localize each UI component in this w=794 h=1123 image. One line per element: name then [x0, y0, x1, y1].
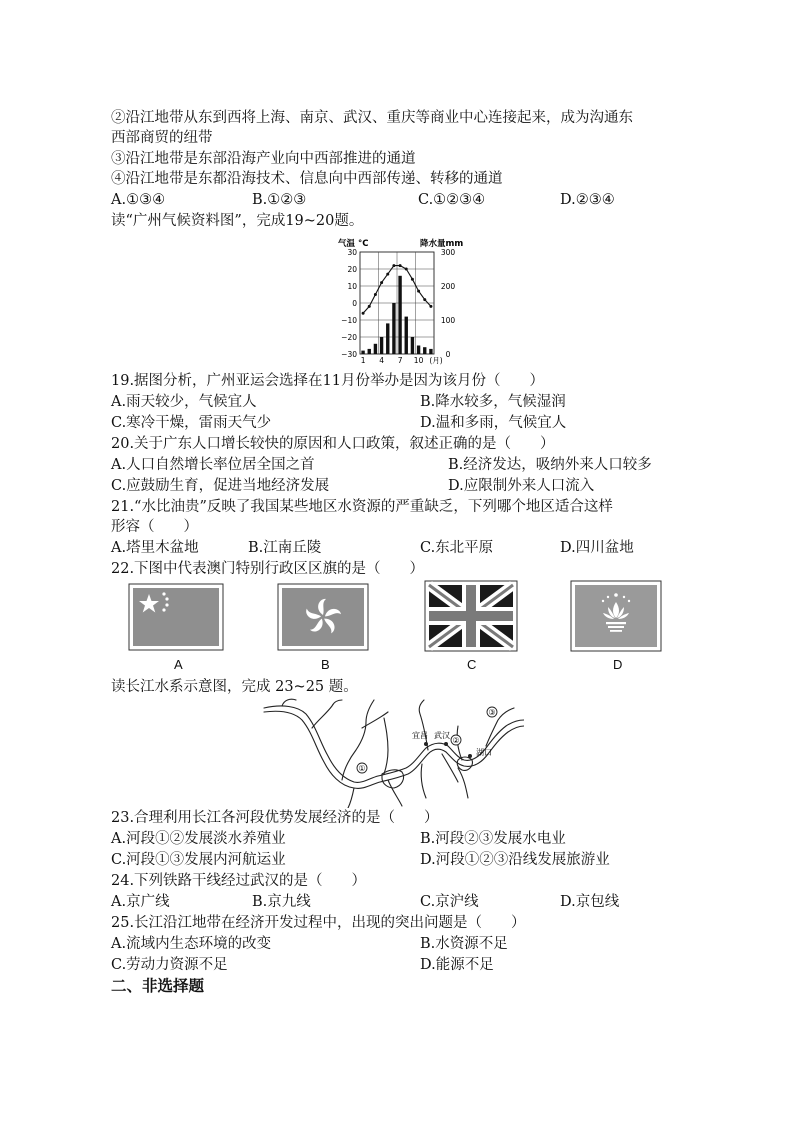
q21-option-b[interactable]: B.江南丘陵	[248, 540, 322, 556]
q25-option-d[interactable]: D.能源不足	[420, 957, 494, 973]
marker-2: ②	[452, 736, 460, 745]
precip-bar	[398, 276, 401, 354]
option-b[interactable]: B.①②③	[252, 192, 307, 208]
x-tick-label: 7	[397, 356, 403, 365]
x-tick-label: 1	[360, 356, 366, 365]
right-tick-label: 300	[440, 248, 456, 257]
q24-option-a[interactable]: A.京广线	[111, 894, 170, 910]
left-tick-label: −30	[341, 350, 357, 359]
precip-bar	[374, 344, 377, 354]
instruction-climate: 读“广州气候资料图”，完成19~20题。	[111, 213, 364, 229]
left-tick-label: −20	[341, 333, 357, 342]
q24-option-b[interactable]: B.京九线	[252, 894, 311, 910]
left-tick-label: 20	[347, 265, 357, 274]
precip-bar	[392, 303, 395, 354]
temperature-point	[411, 278, 414, 281]
precip-bar	[368, 349, 371, 354]
q19-option-b[interactable]: B.降水较多，气候湿润	[420, 394, 566, 410]
q20-option-b[interactable]: B.经济发达，吸纳外来人口较多	[448, 457, 652, 473]
left-tick-label: 0	[352, 299, 357, 308]
q25-option-c[interactable]: C.劳动力资源不足	[111, 957, 228, 973]
precip-bar	[405, 317, 408, 354]
q23-option-a[interactable]: A.河段①②发展淡水养殖业	[111, 831, 286, 847]
flag-macau-option-d[interactable]	[570, 580, 662, 652]
marker-1: ①	[358, 764, 366, 773]
temperature-point	[429, 305, 432, 308]
q24-option-c[interactable]: C.京沪线	[420, 894, 479, 910]
q21-option-c[interactable]: C.东北平原	[420, 540, 494, 556]
q20-option-a[interactable]: A.人口自然增长率位居全国之首	[111, 457, 315, 473]
city-yichang-label: 宜昌	[412, 731, 428, 740]
temperature-point	[374, 293, 377, 296]
precip-bar	[417, 346, 420, 355]
temperature-point	[368, 305, 371, 308]
left-tick-label: 30	[347, 248, 357, 257]
question-25: 25.长江沿江地带在经济开发过程中，出现的突出问题是（ ）	[111, 915, 526, 931]
flag-china-option-a[interactable]	[128, 583, 224, 651]
temperature-point	[399, 264, 402, 267]
flag-label-b: B	[321, 657, 330, 672]
q19-option-d[interactable]: D.温和多雨，气候宜人	[420, 415, 567, 431]
x-tick-label: (月)	[429, 356, 443, 365]
temperature-point	[380, 281, 383, 284]
question-23: 23.合理利用长江各河段优势发展经济的是（ ）	[111, 810, 439, 826]
right-tick-label: 100	[440, 316, 456, 325]
temperature-point	[392, 264, 395, 267]
q23-option-c[interactable]: C.河段①③发展内河航运业	[111, 852, 286, 868]
marker-3: ③	[488, 708, 496, 717]
flag-label-c: C	[467, 657, 477, 672]
precip-bar	[361, 351, 364, 354]
right-tick-label: 200	[440, 282, 456, 291]
precip-bar	[386, 323, 389, 354]
q24-option-d[interactable]: D.京包线	[560, 894, 620, 910]
text-line: 西部商贸的纽带	[111, 130, 213, 146]
q21-option-d[interactable]: D.四川盆地	[560, 540, 634, 556]
text-line: ②沿江地带从东到西将上海、南京、武汉、重庆等商业中心连接起来，成为沟通东	[111, 110, 633, 126]
question-19: 19.据图分析，广州亚运会选择在11月份举办是因为该月份（ ）	[111, 373, 545, 389]
option-d[interactable]: D.②③④	[560, 192, 615, 208]
text-line: ④沿江地带是东都沿海技术、信息向中西部传递、转移的通道	[111, 171, 503, 187]
city-hukou-label: 湖口	[476, 748, 492, 757]
q20-option-c[interactable]: C.应鼓励生育，促进当地经济发展	[111, 478, 330, 494]
temperature-point	[386, 273, 389, 276]
flag-hongkong-option-b[interactable]	[277, 583, 369, 651]
x-tick-label: 4	[379, 356, 384, 365]
q19-option-a[interactable]: A.雨天较少，气候宜人	[111, 394, 257, 410]
q25-option-b[interactable]: B.水资源不足	[420, 936, 508, 952]
precip-bar	[423, 347, 426, 354]
flag-label-a: A	[174, 657, 183, 672]
question-21: 21.“水比油贵”反映了我国某些地区水资源的严重缺乏，下列哪个地区适合这样	[111, 499, 613, 515]
text-line: ③沿江地带是东部沿海产业向中西部推进的通道	[111, 151, 416, 167]
q21-option-a[interactable]: A.塔里木盆地	[111, 540, 199, 556]
temperature-point	[417, 290, 420, 293]
right-tick-label: 0	[445, 350, 451, 359]
precip-bar	[380, 337, 383, 354]
question-22: 22.下图中代表澳门特别行政区区旗的是（ ）	[111, 561, 425, 577]
flag-uk-option-c[interactable]	[424, 580, 518, 652]
left-tick-label: 10	[347, 282, 357, 291]
right-axis-title: 降水量mm	[420, 239, 464, 249]
section-title: 二、非选择题	[111, 977, 205, 995]
temperature-point	[405, 268, 408, 271]
option-a[interactable]: A.①③④	[111, 192, 166, 208]
q23-option-d[interactable]: D.河段①②③沿线发展旅游业	[420, 852, 610, 868]
left-axis-title: 气温 °C	[338, 239, 369, 249]
instruction-river: 读长江水系示意图，完成 23~25 题。	[111, 679, 358, 695]
q25-option-a[interactable]: A.流域内生态环境的改变	[111, 936, 272, 952]
left-tick-label: −10	[341, 316, 357, 325]
question-21-cont: 形容（ ）	[111, 519, 198, 535]
x-tick-label: 10	[413, 356, 424, 365]
q20-option-d[interactable]: D.应限制外来人口流入	[448, 478, 595, 494]
yangtze-river-map	[262, 698, 524, 808]
q19-option-c[interactable]: C.寒冷干燥，雷雨天气少	[111, 415, 272, 431]
q23-option-b[interactable]: B.河段②③发展水电业	[420, 831, 566, 847]
question-24: 24.下列铁路干线经过武汉的是（ ）	[111, 873, 367, 889]
option-c[interactable]: C.①②③④	[418, 192, 486, 208]
city-wuhan-label: 武汉	[434, 731, 450, 740]
precip-bar	[411, 337, 414, 354]
question-20: 20.关于广东人口增长较快的原因和人口政策，叙述正确的是（ ）	[111, 436, 555, 452]
climate-chart	[336, 236, 476, 368]
temperature-point	[423, 298, 426, 301]
temperature-point	[362, 312, 365, 315]
precip-bar	[429, 349, 432, 354]
flag-label-d: D	[613, 657, 623, 672]
